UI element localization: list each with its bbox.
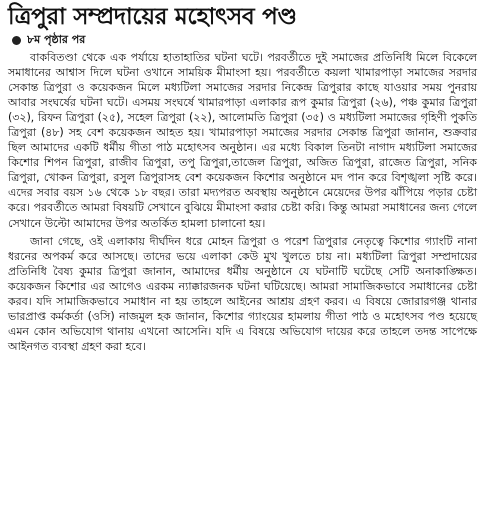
continued-from-label: ৮ম পৃষ্ঠার পর: [27, 33, 86, 46]
article-headline: ত্রিপুরা সম্প্রদায়ের মহোৎসব পণ্ড: [8, 4, 297, 30]
bullet-icon: [12, 36, 21, 45]
article-paragraph-1: বাকবিতণ্ডা থেকে এক পর্যায়ে হাতাহাতির ঘটনা ঘটে। পরবর্তীতে দুই সমাজের প্রতিনিধি মিলে বিকেলে সমাধানের আশ্বাস দিলে ঘটনা ওখানে সাময়িক মীমাংসা হয়। পরবর্তীতে কয়লা খামারপাড়া সমাজের সরদার সেকান্ত ত্রিপুরা ও কয়েকজন মিলে মধ্যটিলা সমাজের সরদার নিকেন্দ্র ত্রিপুরার কাছে যাওয়ার সময় পুনরায় আবার সংঘর্ষের ঘটনা ঘটে। এসময় সংঘর্ষে খামারপাড়া এলাকার রূপ কুমার ত্রিপুরা (২৬), পঞ্চ কুমার ত্রিপুরা (৩২), রিফন ত্রিপুরা (২৫), সহেল ত্রিপুরা (২২), আলোমতি ত্রিপুরা (৩৫) ও মধ্যটিলা সমাজের গৃহিণী পুকতি ত্রিপুরা (৪৮) সহ বেশ কয়েকজন আহত হয়। খামারপাড়া সমাজের সরদার সেকান্ত ত্রিপুরা জানান, শুক্রবার ছিল আমাদের একটি ধর্মীয় গীতা পাঠ মহোৎসব অনুষ্ঠান। এর মধ্যে বিকাল তিনটা নাগাদ মধ্যটিলা সমাজের কিশোর শিপন ত্রিপুরা, রাজীব ত্রিপুরা, তপু ত্রিপুরা,তাজেল ত্রিপুরা, অজিত ত্রিপুরা, রাজেত ত্রিপুরা, সনিক ত্রিপুরা, খোকন ত্রিপুরা, রসুল ত্রিপুরাসহ বেশ কয়েকজন কিশোর অনুষ্ঠানে মদ পান করে বিশৃঙ্খলা সৃষ্টি করে। এদের সবার বয়স ১৬ থেকে ১৮ বছর। তারা মদ্যপরত অবস্থায় অনুষ্ঠানে মেয়েদের উপর ঝাঁপিয়ে পড়ার চেষ্টা করে। পরবর্তীতে আমরা বিষয়টি সেখানে বুঝিয়ে মীমাংসা করার চেষ্টা করি। কিন্তু আমরা সমাধানের জন্য গেলে সেখানে উল্টো আমাদের উপর অতর্কিত হামলা চালানো হয়।: [8, 51, 477, 230]
continued-line: [8, 32, 477, 48]
article-paragraph-2: জানা গেছে, ওই এলাকায় দীর্ঘদিন ধরে মোহন ত্রিপুরা ও পরেশ ত্রিপুরার নেতৃত্বে কিশোর গ্যাংটি নানা ধরনের অপকর্ম করে আসছে। তাদের ভয়ে এলাকা কেউ মুখ খুলতে চায় না। মধ্যটিলা ত্রিপুরা সম্প্রদায়ের প্রতিনিধি বৈষ্য কুমার ত্রিপুরা জানান, আমাদের ধর্মীয় অনুষ্ঠানে যে ঘটনাটি ঘটেছে সেটি অনাকাঙ্ক্ষিত। কয়েকজন কিশোর এর আগেও এরকম ন্যাক্কারজনক ঘটনা ঘটিয়েছে। আমরা সামাজিকভাবে সমাধানের চেষ্টা করব। যদি সামাজিকভাবে সমাধান না হয় তাহলে আইনের আশ্রয় গ্রহণ করব। এ বিষয়ে জোরারগঞ্জ থানার ভারপ্রাপ্ত কর্মকর্তা (ওসি) নাজমুল হক জানান, কিশোর গ্যাংয়ের হামলায় গীতা পাঠ ও মহোৎসব পণ্ড হয়েছে এমন কোন অভিযোগ থানায় এখনো আসেনি। যদি এ বিষয়ে অভিযোগ দায়ের করে তাহলে তদন্ত সাপেক্ষে আইনগত ব্যবস্থা গ্রহণ করা হবে।: [8, 234, 477, 353]
article-body: [8, 50, 477, 354]
